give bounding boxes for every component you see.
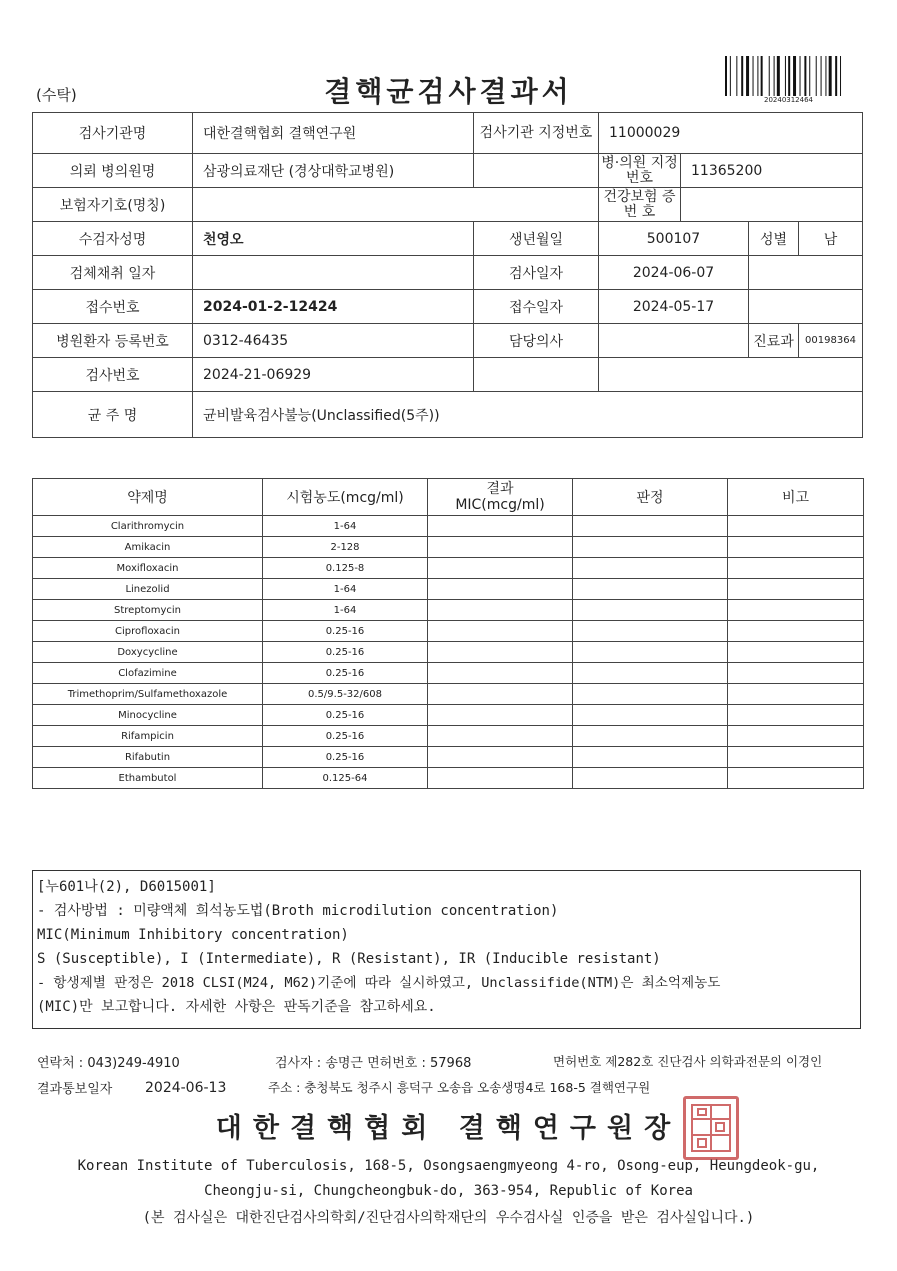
- inst-name: 대한결핵협회 결핵연구원: [193, 113, 474, 154]
- drug-row: [33, 726, 864, 747]
- drug-remark: [728, 537, 864, 558]
- birth-label: 생년월일: [474, 222, 599, 256]
- drug-row: [33, 537, 864, 558]
- certification-note: (본 검사실은 대한진단검사의학회/진단검사의학재단의 우수검사실 인증을 받은 검사실입니다.): [142, 1210, 755, 1226]
- drug-name: Doxycycline: [33, 642, 263, 663]
- drug-judgement: [573, 537, 728, 558]
- drug-row: [33, 558, 864, 579]
- row-receipt: [33, 290, 863, 324]
- drug-conc: 1-64: [263, 579, 428, 600]
- drug-mic: [428, 516, 573, 537]
- drug-conc: 0.25-16: [263, 726, 428, 747]
- reg-no: 0312-46435: [193, 324, 474, 358]
- test-no: 2024-21-06929: [193, 358, 474, 392]
- drug-conc: 0.5/9.5-32/608: [263, 684, 428, 705]
- address-en-line1: Korean Institute of Tuberculosis, 168-5, Osongsaengmyeong 4-ro, Osong-eup, Heungdeok-gu,: [77, 1158, 820, 1174]
- document-title: 결핵균검사결과서: [324, 75, 573, 108]
- hospital-label: 의뢰 병의원명: [33, 154, 193, 188]
- sex: 남: [799, 222, 863, 256]
- row-collect: [33, 256, 863, 290]
- row-patient: [33, 222, 863, 256]
- drug-mic: [428, 579, 573, 600]
- note-line: - 검사방법 : 미량액체 희석농도법(Broth microdilution concentration): [37, 903, 559, 919]
- report-date-label: 결과통보일자: [37, 1082, 113, 1097]
- inst-name-label: 검사기관명: [33, 113, 193, 154]
- drug-row: [33, 684, 864, 705]
- receipt-no-label: 접수번호: [33, 290, 193, 324]
- drug-name: Amikacin: [33, 537, 263, 558]
- sex-label: 성별: [749, 222, 799, 256]
- note-line: - 항생제별 판정은 2018 CLSI(M24, M62)기준에 따라 실시하였고, Unclassifide(NTM)은 최소억제농도: [37, 975, 721, 991]
- drug-mic: [428, 537, 573, 558]
- drug-mic: [428, 726, 573, 747]
- test-date-label: 검사일자: [474, 256, 599, 290]
- header-result-top: 결과: [486, 481, 514, 497]
- collect-date: [193, 256, 474, 290]
- drug-mic: [428, 705, 573, 726]
- drug-name: Rifampicin: [33, 726, 263, 747]
- hospital: 삼광의료재단 (경상대학교병원): [193, 154, 474, 188]
- header-judge: 판정: [573, 479, 728, 516]
- receipt-date-label: 접수일자: [474, 290, 599, 324]
- drug-row: [33, 516, 864, 537]
- row-insurer: [33, 188, 863, 222]
- header-result: [428, 479, 573, 516]
- address-en-line2: Cheongju-si, Chungcheongbuk-do, 363-954, Republic of Korea: [204, 1183, 693, 1199]
- drug-conc: 0.25-16: [263, 705, 428, 726]
- health-no: [681, 188, 863, 222]
- drug-row: [33, 579, 864, 600]
- drug-remark: [728, 600, 864, 621]
- doctor-license: 면허번호 제282호 진단검사 의학과전문의 이경인: [553, 1054, 823, 1069]
- drug-judgement: [573, 642, 728, 663]
- drug-row: [33, 768, 864, 789]
- row-institution: [33, 113, 863, 154]
- drug-remark: [728, 558, 864, 579]
- drug-row: [33, 663, 864, 684]
- drug-mic: [428, 558, 573, 579]
- seal-pattern-icon: [686, 1099, 736, 1157]
- drug-judgement: [573, 516, 728, 537]
- drug-row: [33, 705, 864, 726]
- test-date: 2024-06-07: [599, 256, 749, 290]
- species: 균비발육검사불능(Unclassified(5주)): [193, 392, 863, 438]
- drug-judgement: [573, 684, 728, 705]
- test-no-label: 검사번호: [33, 358, 193, 392]
- row-species: [33, 392, 863, 438]
- drug-rows: [33, 516, 864, 789]
- drug-remark: [728, 705, 864, 726]
- barcode: [725, 56, 852, 96]
- copy-label: (수탁): [36, 86, 77, 104]
- hospital-no-label: 병·의원 지정번호: [599, 154, 681, 188]
- drug-table-header: [33, 479, 864, 516]
- drug-mic: [428, 600, 573, 621]
- row-test-no: [33, 358, 863, 392]
- drug-judgement: [573, 600, 728, 621]
- drug-name: Streptomycin: [33, 600, 263, 621]
- inst-no: 11000029: [599, 113, 863, 154]
- drug-conc: 2-128: [263, 537, 428, 558]
- row-hospital: [33, 154, 863, 188]
- drug-name: Moxifloxacin: [33, 558, 263, 579]
- drug-name: Linezolid: [33, 579, 263, 600]
- organization-name: 대한결핵협회 결핵연구원장: [215, 1113, 682, 1144]
- drug-conc: 0.25-16: [263, 642, 428, 663]
- insurer-label: 보험자기호(명칭): [33, 188, 193, 222]
- drug-name: Rifabutin: [33, 747, 263, 768]
- inst-no-label: 검사기관 지정번호: [474, 113, 599, 154]
- dept-label: 진료과: [749, 324, 799, 358]
- drug-name: Trimethoprim/Sulfamethoxazole: [33, 684, 263, 705]
- patient-label: 수검자성명: [33, 222, 193, 256]
- drug-conc: 0.25-16: [263, 663, 428, 684]
- barcode-number: 20240312464: [764, 96, 813, 104]
- drug-mic: [428, 621, 573, 642]
- drug-name: Minocycline: [33, 705, 263, 726]
- drug-name: Clofazimine: [33, 663, 263, 684]
- patient-name: 천영오: [193, 222, 474, 256]
- drug-mic: [428, 684, 573, 705]
- address-kr: 주소 : 충청북도 청주시 흥덕구 오송읍 오송생명4로 168-5 결핵연구원: [268, 1080, 651, 1095]
- info-table: [32, 112, 863, 438]
- drug-judgement: [573, 558, 728, 579]
- drug-row: [33, 642, 864, 663]
- collect-label: 검체채취 일자: [33, 256, 193, 290]
- notes-box: [32, 870, 861, 1029]
- official-seal-stamp: [683, 1096, 739, 1160]
- drug-row: [33, 600, 864, 621]
- drug-conc: 0.125-64: [263, 768, 428, 789]
- drug-conc: 1-64: [263, 600, 428, 621]
- drug-name: Ciprofloxacin: [33, 621, 263, 642]
- drug-remark: [728, 747, 864, 768]
- note-line: (MIC)만 보고합니다. 자세한 사항은 판독기준을 참고하세요.: [37, 999, 436, 1015]
- note-line: MIC(Minimum Inhibitory concentration): [37, 927, 349, 943]
- doctor: [599, 324, 749, 358]
- drug-remark: [728, 579, 864, 600]
- drug-remark: [728, 516, 864, 537]
- note-line: S (Susceptible), I (Intermediate), R (Resistant), IR (Inducible resistant): [37, 951, 661, 967]
- drug-conc: 0.25-16: [263, 621, 428, 642]
- drug-mic: [428, 747, 573, 768]
- drug-judgement: [573, 579, 728, 600]
- drug-mic: [428, 642, 573, 663]
- receipt-date: 2024-05-17: [599, 290, 749, 324]
- drug-conc: 0.125-8: [263, 558, 428, 579]
- drug-table: [32, 478, 864, 789]
- note-line: [누601나(2), D6015001]: [37, 879, 216, 895]
- health-no-label: 건강보험 증 번 호: [599, 188, 681, 222]
- drug-judgement: [573, 663, 728, 684]
- header-conc: 시험농도(mcg/ml): [263, 479, 428, 516]
- row-registration: [33, 324, 863, 358]
- drug-conc: 1-64: [263, 516, 428, 537]
- receipt-no: 2024-01-2-12424: [193, 290, 474, 324]
- drug-mic: [428, 768, 573, 789]
- report-date: 2024-06-13: [145, 1080, 227, 1096]
- drug-remark: [728, 621, 864, 642]
- drug-remark: [728, 684, 864, 705]
- drug-conc: 0.25-16: [263, 747, 428, 768]
- header-result-bottom: MIC(mcg/ml): [455, 497, 545, 513]
- drug-judgement: [573, 747, 728, 768]
- reg-no-label: 병원환자 등록번호: [33, 324, 193, 358]
- drug-name: Clarithromycin: [33, 516, 263, 537]
- drug-mic: [428, 663, 573, 684]
- doctor-label: 담당의사: [474, 324, 599, 358]
- drug-name: Ethambutol: [33, 768, 263, 789]
- hospital-no: 11365200: [681, 154, 863, 188]
- drug-row: [33, 747, 864, 768]
- drug-remark: [728, 642, 864, 663]
- contact: 연락처 : 043)249-4910: [37, 1056, 180, 1071]
- drug-judgement: [573, 726, 728, 747]
- tester: 검사자 : 송명근 면허번호 : 57968: [275, 1056, 472, 1071]
- drug-judgement: [573, 621, 728, 642]
- dept: 00198364: [799, 324, 863, 358]
- insurer: [193, 188, 599, 222]
- drug-judgement: [573, 768, 728, 789]
- birth-date: 500107: [599, 222, 749, 256]
- drug-remark: [728, 663, 864, 684]
- header-drug: 약제명: [33, 479, 263, 516]
- species-label: 균 주 명: [33, 392, 193, 438]
- drug-row: [33, 621, 864, 642]
- header-note: 비고: [728, 479, 864, 516]
- drug-remark: [728, 768, 864, 789]
- drug-judgement: [573, 705, 728, 726]
- drug-remark: [728, 726, 864, 747]
